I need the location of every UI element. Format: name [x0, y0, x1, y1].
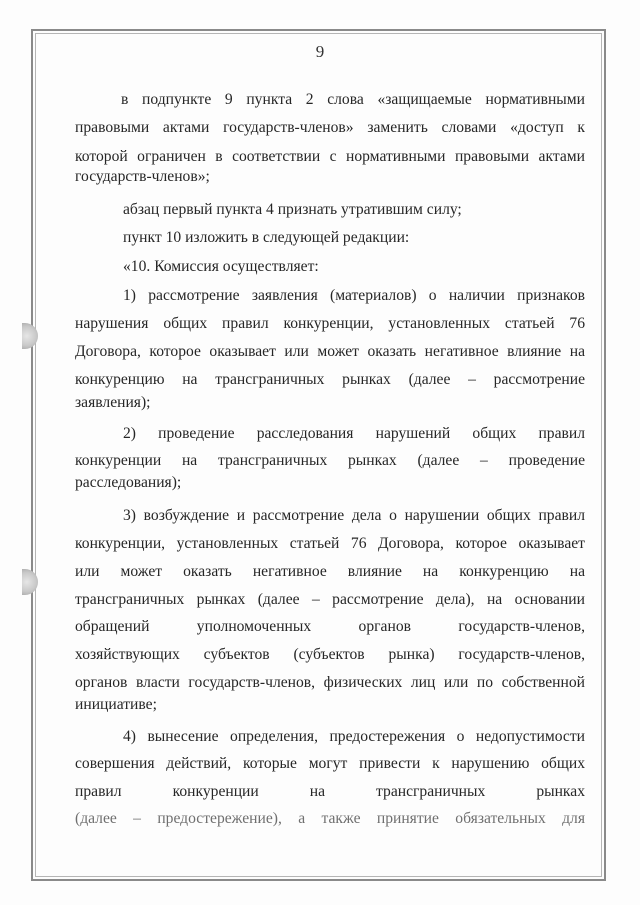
text-line: совершения действий, которые могут привести к нарушению общих: [75, 755, 585, 772]
text-line: абзац первый пункта 4 признать утратившим силу;: [123, 201, 462, 218]
text-line: (далее – предостережение), а также принятие обязательных для: [75, 810, 585, 827]
text-line: которой ограничен в соответствии с нормативными правовыми актами: [75, 148, 585, 165]
text-line: хозяйствующих субъектов (субъектов рынка) государств-членов,: [75, 646, 585, 663]
text-line: государств-членов»;: [75, 168, 210, 185]
page-number: 9: [315, 42, 325, 61]
text-line: обращений уполномоченных органов государств-членов,: [75, 618, 585, 635]
text-line: 4) вынесение определения, предостережения о недопустимости: [123, 728, 585, 745]
text-line: или может оказать негативное влияние на конкуренцию на: [75, 563, 585, 580]
text-line: «10. Комиссия осуществляет:: [123, 258, 319, 275]
text-line: инициативе;: [75, 696, 157, 713]
text-line: 3) возбуждение и рассмотрение дела о нарушении общих правил: [123, 507, 585, 524]
text-line: Договора, которое оказывает или может оказать негативное влияние на: [75, 343, 585, 360]
text-line: пункт 10 изложить в следующей редакции:: [123, 229, 410, 246]
text-line: нарушения общих правил конкуренции, установленных статьей 76: [75, 315, 585, 332]
text-line: правил конкуренции на трансграничных рынках: [75, 783, 585, 800]
text-line: 1) рассмотрение заявления (материалов) о наличии признаков: [123, 287, 585, 304]
text-line: правовыми актами государств-членов» заменить словами «доступ к: [75, 119, 585, 136]
text-line: конкуренцию на трансграничных рынках (далее – рассмотрение: [75, 371, 585, 388]
text-line: в подпункте 9 пункта 2 слова «защищаемые нормативными: [121, 91, 585, 108]
text-line: расследования);: [75, 474, 182, 491]
text-line: заявления);: [75, 394, 151, 411]
text-line: органов власти государств-членов, физических лиц или по собственной: [75, 674, 585, 691]
text-line: трансграничных рынках (далее – рассмотрение дела), на основании: [75, 591, 585, 608]
text-line: конкуренции, установленных статьей 76 Договора, которое оказывает: [75, 535, 585, 552]
text-line: 2) проведение расследования нарушений общих правил: [123, 425, 585, 442]
text-line: конкуренции на трансграничных рынках (далее – проведение: [75, 452, 585, 469]
